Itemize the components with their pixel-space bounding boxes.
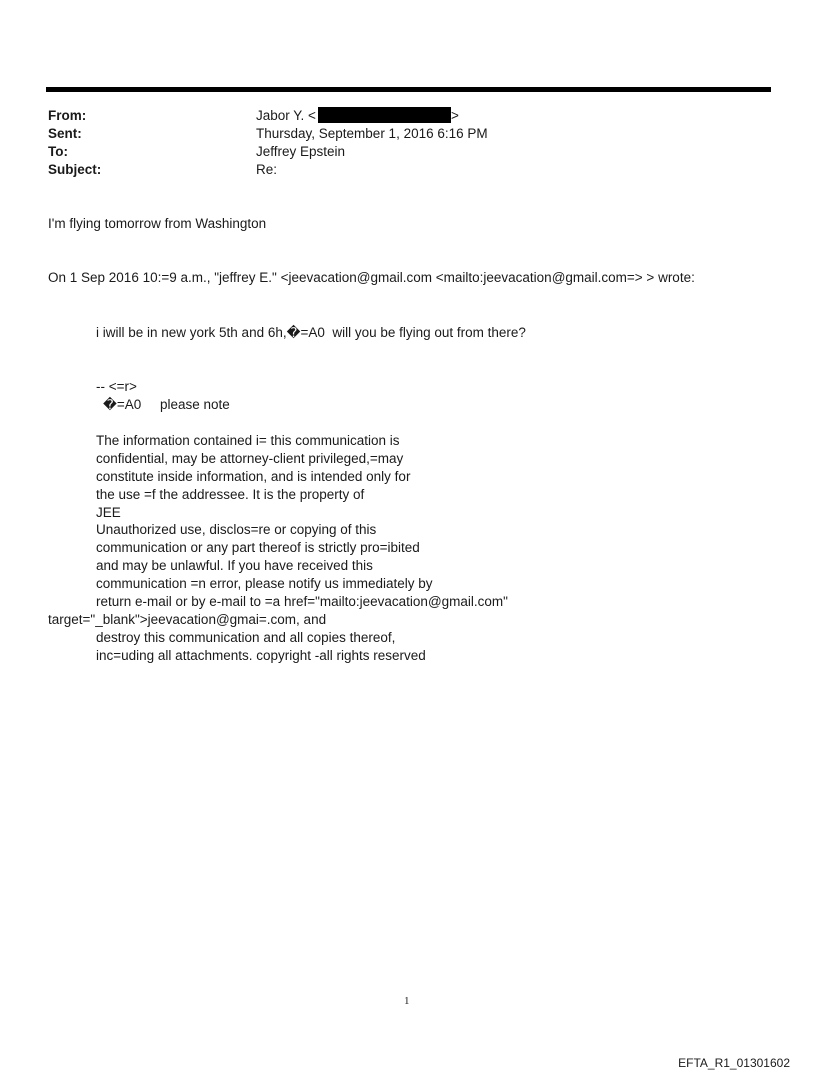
sent-value: Thursday, September 1, 2016 6:16 PM (256, 126, 488, 141)
disclaimer-line: inc=uding all attachments. copyright -all rights reserved (96, 648, 426, 663)
reply-text: I'm flying tomorrow from Washington (48, 216, 267, 231)
disclaimer-line: constitute inside information, and is intended only for (96, 469, 411, 484)
from-label: From: (48, 108, 87, 123)
header-divider (46, 87, 771, 92)
quoted-message: i iwill be in new york 5th and 6h,�=A0 will you be flying out from there? (96, 325, 526, 340)
disclaimer-line: the use =f the addressee. It is the property of (96, 487, 365, 502)
disclaimer-line: communication or any part thereof is strictly pro=ibited (96, 540, 420, 555)
signature-note: �=A0 please note (103, 397, 230, 412)
disclaimer-line: Unauthorized use, disclos=re or copying of this (96, 522, 377, 537)
signature-line: -- <=r> (96, 379, 137, 394)
disclaimer-line: confidential, may be attorney-client privileged,=may (96, 451, 404, 466)
disclaimer-line: destroy this communication and all copies thereof, (96, 630, 396, 645)
sender-name: Jabor Y. < (256, 108, 316, 123)
document-id: EFTA_R1_01301602 (678, 1056, 790, 1070)
from-value (256, 107, 459, 125)
subject-label: Subject: (48, 162, 102, 177)
page-number: 1 (404, 995, 410, 1007)
disclaimer-line: The information contained i= this communication is (96, 433, 400, 448)
disclaimer-line: and may be unlawful. If you have received this (96, 558, 373, 573)
disclaimer-line: target="_blank">jeevacation@gmai=.com, and (48, 612, 327, 627)
disclaimer-line: communication =n error, please notify us immediately by (96, 576, 433, 591)
sender-bracket: > (450, 108, 459, 123)
subject-value: Re: (256, 162, 278, 177)
redaction-box (318, 107, 451, 123)
disclaimer-line: return e-mail or by e-mail to =a href="mailto:jeevacation@gmail.com" (96, 594, 508, 609)
sent-label: Sent: (48, 126, 82, 141)
to-value: Jeffrey Epstein (256, 144, 346, 159)
to-label: To: (48, 144, 68, 159)
disclaimer-line: JEE (96, 505, 121, 520)
quote-intro: On 1 Sep 2016 10:=9 a.m., "jeffrey E." <jeevacation@gmail.com <mailto:jeevacation@gmail.com=> > wrote: (48, 270, 695, 285)
